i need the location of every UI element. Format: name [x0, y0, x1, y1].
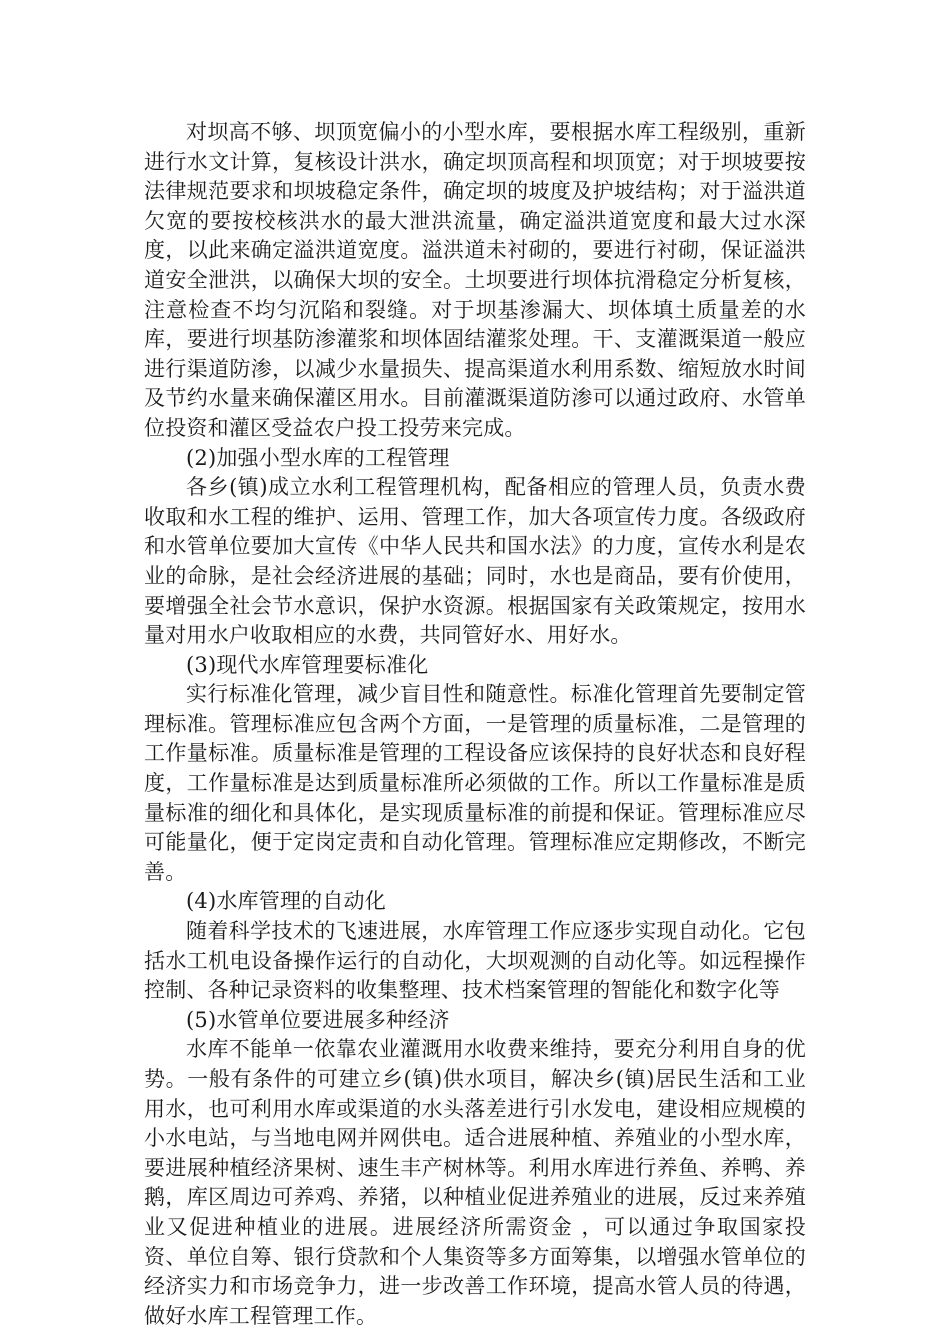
paragraph-automation: 随着科学技术的飞速进展，水库管理工作应逐步实现自动化。它包括水工机电设备操作运行的自动化，大坝观测的自动化等。如远程操作控制、各种记录资料的收集整理、技术档案管理的智能化和数字化等: [144, 919, 806, 1003]
heading-engineering-management: (2)加强小型水库的工程管理: [186, 445, 450, 470]
paragraph-standardization: 实行标准化管理，减少盲目性和随意性。标准化管理首先要制定管理标准。管理标准应包含两个方面，一是管理的质量标准，二是管理的工作量标准。质量标准是管理的工程设备应该保持的良好状态和良好程度，工作量标准是达到质量标准所必须做的工作。所以工作量标准是质量标准的细化和具体化，是实现质量标准的前提和保证。管理标准应尽可能量化，便于定岗定责和自动化管理。管理标准应定期修改，不断完善。: [144, 682, 806, 884]
paragraph-engineering-management: 各乡(镇)成立水利工程管理机构，配备相应的管理人员，负责水费收取和水工程的维护、运用、管理工作，加大各项宣传力度。各级政府和水管单位要加大宣传《中华人民共和国水法》的力度，宣传水利是农业的命脉，是社会经济进展的基础；同时，水也是商品，要有价使用，要增强全社会节水意识，保护水资源。根据国家有关政策规定，按用水量对用水户收取相应的水费，共同管好水、用好水。: [144, 475, 806, 648]
paragraph-dam-reinforcement: 对坝高不够、坝顶宽偏小的小型水库，要根据水库工程级别，重新进行水文计算，复核设计洪水，确定坝顶高程和坝顶宽；对于坝坡要按法律规范要求和坝坡稳定条件，确定坝的坡度及护坡结构；对于溢洪道欠宽的要按校核洪水的最大泄洪流量，确定溢洪道宽度和最大过水深度，以此来确定溢洪道宽度。溢洪道未衬砌的，要进行衬砌，保证溢洪道安全泄洪，以确保大坝的安全。土坝要进行坝体抗滑稳定分析复核，注意检查不均匀沉陷和裂缝。对于坝基渗漏大、坝体填土质量差的水库，要进行坝基防渗灌浆和坝体固结灌浆处理。干、支灌溉渠道一般应进行渠道防渗，以减少水量损失、提高渠道水利用系数、缩短放水时间及节约水量来确保灌区用水。目前灌溉渠道防渗可以通过政府、水管单位投资和灌区受益农户投工投劳来完成。: [144, 120, 806, 440]
paragraph-diversified-economy: 水库不能单一依靠农业灌溉用水收费来维持，要充分利用自身的优势。一般有条件的可建立乡(镇)供水项目，解决乡(镇)居民生活和工业用水，也可利用水库或渠道的水头落差进行引水发电，建设相应规模的小水电站，与当地电网并网供电。适合进展种植、养殖业的小型水库，要进展种植经济果树、速生丰产树林等。利用水库进行养鱼、养鸭、养鹅，库区周边可养鸡、养猪，以种植业促进养殖业的进展，反过来养殖业又促进种植业的进展。进展经济所需资金 ，可以通过争取国家投资、单位自筹、银行贷款和个人集资等多方面筹集，以增强水管单位的经济实力和市场竞争力，进一步改善工作环境，提高水管人员的待遇，做好水库工程管理工作。: [144, 1037, 806, 1328]
heading-automation: (4)水库管理的自动化: [186, 889, 386, 914]
heading-diversified-economy: (5)水管单位要进展多种经济: [186, 1007, 450, 1032]
heading-standardization: (3)现代水库管理要标准化: [186, 652, 429, 677]
document-page: [144, 118, 806, 1331]
